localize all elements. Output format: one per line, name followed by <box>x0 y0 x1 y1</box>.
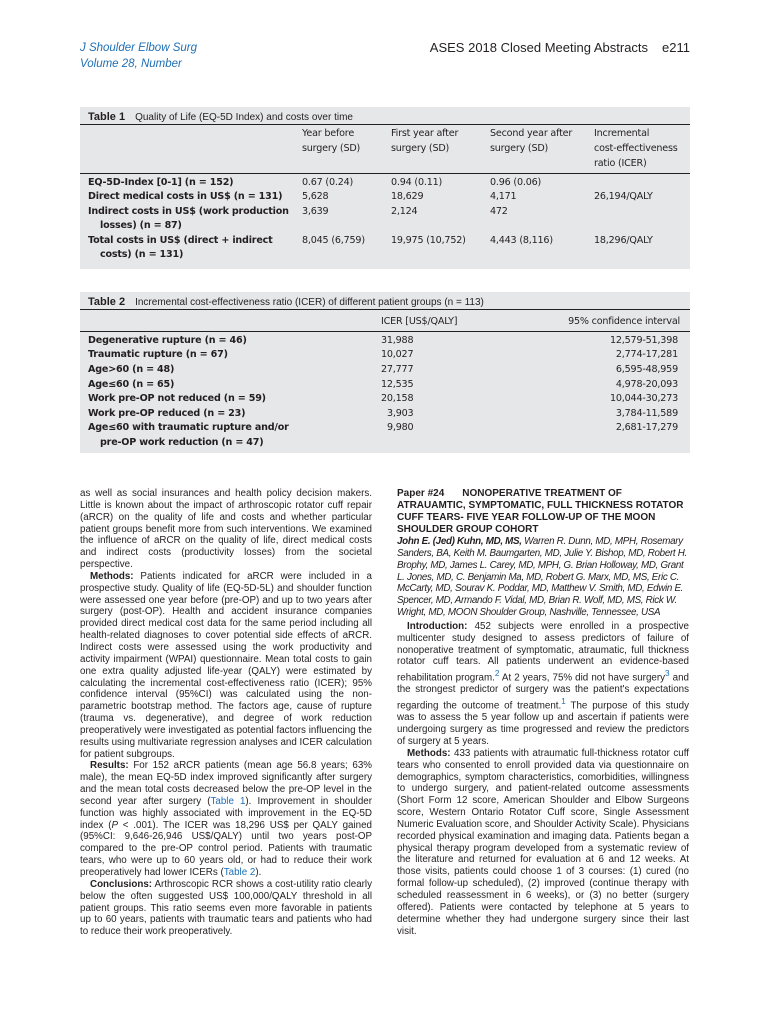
journal-name: J Shoulder Elbow Surg <box>80 42 197 54</box>
reference-3-link[interactable]: 3 <box>665 669 670 679</box>
reference-1-link[interactable]: 1 <box>561 697 566 707</box>
column-header: ICER [US$/QALY] <box>381 316 458 327</box>
row-label: Age>60 (n = 48) <box>88 364 175 375</box>
conclusions-heading: Conclusions: <box>90 878 153 890</box>
table-cell: 0.96 (0.06) <box>490 177 542 188</box>
table-cell: 472 <box>490 206 508 217</box>
abstract-paragraph: as well as social insurances and health policy decision makers. Little is known about the impact of arthroscopic rotator cuff repair (aRCR) on the quality of life and costs and whether particular patient groups benefit more from such interventions. We examined the influence of aRCR on the quality of life, direct medical costs and indirect costs (productivity losses) from the societal perspective. <box>80 488 372 571</box>
methods-text: Patients indicated for aRCR were included in a prospective study. Quality of life (EQ-5D-5L) and shoulder function were assessed one year before (pre-OP) and up to two years after surgery (post-OP). Health and accident insurance companies provided direct medical cost data for the same period including all health-related diagnoses to cover potential side effects of aRCR. Indirect costs were assessed using the work productivity and activity impairment (WPAI) questionnaire. Mean total costs to gain one extra quality adjusted life-year (QALY) were estimated by calculating the incremental cost-effectiveness ratio (ICER); 95% confidence interval (95%CI) was calculated using the non-parametric bootstrap method. The factors age, cause of rupture (trauma vs. degenerative), and degree of work reduction preoperatively were investigated as potential factors influencing the results using multivariate regression analyses and ICER calculation for patient subgroups. <box>80 570 372 760</box>
introduction-text: 452 subjects were enrolled in a prospective multicenter study designed to assess predictors of failure of nonoperative treatment of symptomatic, atraumatic, full thickness rotator cuff tears. All patients underwent an evidence-based rehabilitation program. <box>397 620 689 684</box>
section-title: ASES 2018 Closed Meeting Abstracts <box>429 40 649 55</box>
table-cell: 4,978-20,093 <box>615 379 678 390</box>
table-cell: 31,988 <box>381 335 414 346</box>
table-1-link[interactable]: Table 1 <box>210 795 246 807</box>
results-text: For 152 aRCR patients (mean age 56.8 years; 63% male), the mean EQ-5D index improved significantly after surgery and the mean total costs decreased below the pre-OP level in the second year after surgery ( <box>80 760 372 807</box>
left-column <box>80 488 372 938</box>
table-cell: 3,784-11,589 <box>615 408 678 419</box>
table-rule <box>80 124 690 125</box>
results-text: ). <box>255 867 262 878</box>
table-1 <box>80 107 690 269</box>
table-2 <box>80 292 690 453</box>
row-label: EQ-5D-Index [0-1] (n = 152) <box>88 177 234 188</box>
table-rule <box>80 331 690 332</box>
methods-heading: Methods: <box>90 570 134 582</box>
row-label: Total costs in US$ (direct + indirect <box>88 235 273 246</box>
table-rule <box>80 173 690 174</box>
paper-label: Paper #24 <box>397 488 445 499</box>
p-value-symbol: P <box>111 819 119 831</box>
column-header: Year before surgery (SD) <box>302 128 361 154</box>
results-text: ). Improvement in shoulder function was highly associated with improvement in the EQ-5D index ( <box>80 795 372 831</box>
results-heading: Results: <box>90 760 129 772</box>
page-number: e211 <box>662 40 690 55</box>
row-label: Degenerative rupture (n = 46) <box>88 335 247 346</box>
row-label-continued: costs) (n = 131) <box>100 249 184 260</box>
table-2-link[interactable]: Table 2 <box>223 867 256 878</box>
table-2-caption <box>88 296 484 308</box>
column-header: Second year after surgery (SD) <box>490 128 573 154</box>
row-label: Age≤60 with traumatic rupture and/or <box>88 422 289 433</box>
column-header: First year after surgery (SD) <box>391 128 459 154</box>
table-cell: 5,628 <box>302 191 329 202</box>
table-rule <box>80 309 690 310</box>
lead-author: John E. (Jed) Kuhn, MD, MS, <box>397 536 522 547</box>
table-cell: 19,975 (10,752) <box>391 235 466 246</box>
paper-title <box>397 488 689 536</box>
table-cell: 27,777 <box>381 364 414 375</box>
table-1-caption <box>88 111 353 123</box>
column-header: Incremental cost-effectiveness ratio (ICER) <box>594 128 678 169</box>
table-cell: 10,027 <box>381 349 414 360</box>
methods-paragraph <box>80 571 372 761</box>
methods-text: 433 patients with atraumatic full-thickness rotator cuff tears who consented to enroll provided data via questionnaire on demographics, symptom characteristics, comorbidities, willingness to undergo surgery, and patient-related outcome assessments (Short Form 12 score, American Shoulder and Elbow Surgeons score, Western Ontario Rotator Cuff score, Single Assessment Numeric Evaluation score, and Shoulder Activity Scale). Physicians recorded physical examination and imaging data. Patients began a physical therapy program developed from a systematic review of the literature and returned for evaluation at 6 and 12 weeks. At those visits, patients could choose 1 of 3 courses: (1) cured (no formal follow-up scheduled), (2) improved (continue therapy with scheduled reassessment in 6 weeks), or (3) no better (surgery offered). Patients were contacted by telephone at 5 years to determine whether they had undergone surgery since their last visit. <box>397 747 689 937</box>
table-cell: 10,044-30,273 <box>610 393 678 404</box>
column-header: 95% confidence interval <box>568 316 680 327</box>
methods-heading: Methods: <box>407 747 451 759</box>
row-label: Direct medical costs in US$ (n = 131) <box>88 191 283 202</box>
table-cell: 18,629 <box>391 191 424 202</box>
conclusions-text: Arthroscopic RCR shows a cost-utility ratio clearly below the often suggested US$ 100,000/QALY threshold in all patient groups. This ratio seems even more favorable in patients up to 60 years, patients with traumatic tears and patients who had to reduce their work preoperatively. <box>80 878 373 938</box>
row-label: Traumatic rupture (n = 67) <box>88 349 228 360</box>
results-text: < .001). The ICER was 18,296 US$ per QALY gained (95%CI: 9,646-26,946 US$/QALY) until two years post-OP compared to the pre-OP control period. Patients with traumatic tears, who were up to 60 years old, or had to reduce their work preoperatively had lower ICERs ( <box>80 819 372 878</box>
table-cell: 9,980 <box>387 422 414 433</box>
running-header-journal <box>80 40 197 72</box>
conclusions-paragraph <box>80 879 372 938</box>
author-list <box>397 536 689 619</box>
journal-volume: Volume 28, Number <box>80 58 182 70</box>
row-label-continued: losses) (n = 87) <box>100 220 182 231</box>
table-cell: 2,681-17,279 <box>615 422 678 433</box>
row-label: Work pre-OP reduced (n = 23) <box>88 408 246 419</box>
introduction-text: At 2 years, 75% did not have surgery <box>499 672 666 684</box>
table-cell: 3,639 <box>302 206 329 217</box>
table-cell: 2,124 <box>391 206 418 217</box>
methods-paragraph <box>397 748 689 938</box>
table-cell: 2,774-17,281 <box>615 349 678 360</box>
table-cell: 0.94 (0.11) <box>391 177 443 188</box>
table-cell: 3,903 <box>387 408 414 419</box>
row-label: Age≤60 (n = 65) <box>88 379 175 390</box>
running-header-section <box>430 40 690 55</box>
row-label: Work pre-OP not reduced (n = 59) <box>88 393 266 404</box>
table-2-title: Incremental cost-effectiveness ratio (ICER) of different patient groups (n = 113) <box>135 297 484 308</box>
table-cell: 20,158 <box>381 393 414 404</box>
table-cell: 18,296/QALY <box>594 235 653 246</box>
table-cell: 4,171 <box>490 191 517 202</box>
table-cell: 0.67 (0.24) <box>302 177 354 188</box>
row-label: Indirect costs in US$ (work production <box>88 206 289 217</box>
reference-2-link[interactable]: 2 <box>494 669 500 679</box>
paper-title-text: NONOPERATIVE TREATMENT OF ATRAUAMTIC, SYMPTOMATIC, FULL THICKNESS ROTATOR CUFF TEARS- FIVE YEAR FOLLOW-UP OF THE MOON SHOULDER GROUP COHORT <box>397 488 684 535</box>
introduction-heading: Introduction: <box>407 620 468 632</box>
introduction-paragraph <box>397 621 689 748</box>
introduction-text: The purpose of this study was to assess the 5 year follow up and ascertain if patients were undergoing surgery as time progressed and review the predictors of surgery at 5 years. <box>397 700 689 748</box>
table-1-title: Quality of Life (EQ-5D Index) and costs over time <box>135 112 353 123</box>
right-column <box>397 488 689 937</box>
introduction-text: and the strongest predictor of surgery was the patient's expectations regarding the outcome of treatment. <box>397 672 689 712</box>
table-1-label: Table 1 <box>88 111 126 123</box>
table-cell: 26,194/QALY <box>594 191 653 202</box>
table-cell: 12,579-51,398 <box>610 335 678 346</box>
row-label-continued: pre-OP work reduction (n = 47) <box>100 437 264 448</box>
table-2-label: Table 2 <box>88 296 126 308</box>
table-cell: 6,595-48,959 <box>615 364 678 375</box>
table-cell: 8,045 (6,759) <box>302 235 365 246</box>
co-authors: Warren R. Dunn, MD, MPH, Rosemary Sanders, BA, Keith M. Baumgarten, MD, Julie Y. Bishop, MD, Robert H. Brophy, MD, James L. Carey, MD, MPH, G. Brian Holloway, MD, Grant L. Jones, MD, C. Benjamin Ma, MD, Robert G. Marx, MD, MS, Eric C. McCarty, MD, Sourav K. Poddar, MD, Matthew V. Smith, MD, Edwin E. Spencer, MD, Armando F. Vidal, MD, Brian R. Wolf, MD, MS, Rick W. Wright, MD, MOON Shoulder Group, Nashville, Tennessee, USA <box>397 536 687 619</box>
table-cell: 12,535 <box>381 379 414 390</box>
results-paragraph <box>80 760 372 878</box>
table-cell: 4,443 (8,116) <box>490 235 553 246</box>
